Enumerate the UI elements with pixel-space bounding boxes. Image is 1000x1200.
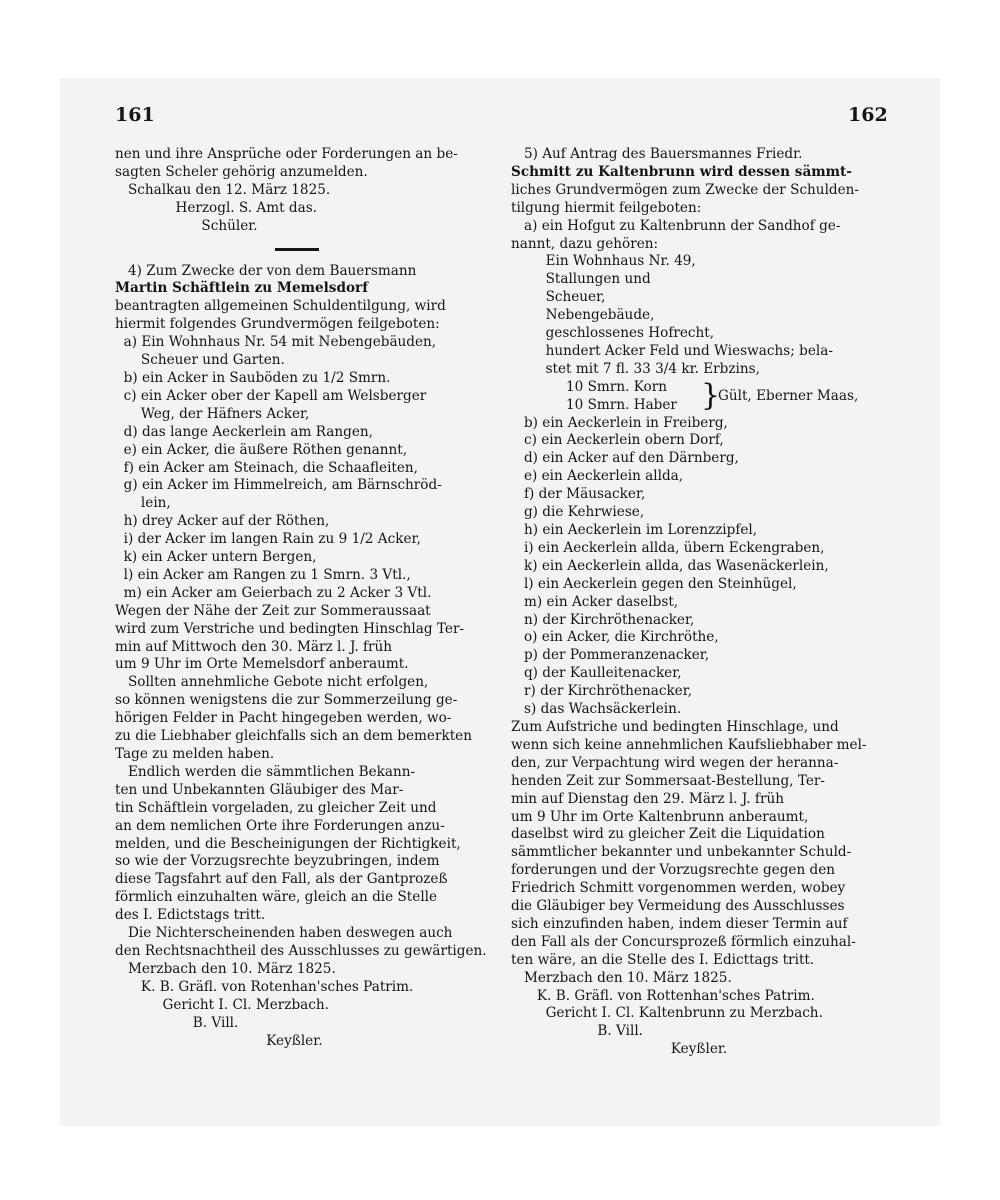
text-line: hörigen Felder in Pacht hingegeben werden, wo- bbox=[115, 710, 452, 727]
list-item: k) ein Aeckerlein allda, das Wasenäckerlein, bbox=[511, 557, 829, 574]
list-item: h) ein Aeckerlein im Lorenzzipfel, bbox=[511, 522, 758, 539]
date-line: Merzbach den 10. März 1825. bbox=[115, 960, 336, 977]
list-item: p) der Pommeranzenacker, bbox=[511, 647, 710, 664]
text-line: um 9 Uhr im Orte Kaltenbrunn anberaumt, bbox=[511, 808, 809, 825]
text-line: Schmitt zu Kaltenbrunn wird dessen sämmt- bbox=[511, 163, 852, 180]
text-line: den, zur Verpachtung wird wegen der heranna- bbox=[511, 754, 839, 771]
text-line: tin Schäftlein vorgeladen, zu gleicher Zeit und bbox=[115, 799, 437, 816]
list-item: e) ein Acker, die äußere Röthen genannt, bbox=[115, 441, 408, 458]
text-line: Martin Schäftlein zu Memelsdorf bbox=[115, 280, 369, 297]
brace-line-korn: 10 Smrn. Korn bbox=[566, 378, 667, 395]
text-line: Friedrich Schmitt vorgenommen werden, wobey bbox=[511, 880, 846, 897]
brace-group bbox=[511, 379, 899, 415]
text-line: Tage zu melden haben. bbox=[115, 746, 275, 762]
text-line: Zum Aufstriche und bedingten Hinschlage, und bbox=[511, 718, 839, 735]
text-line: Herzogl. S. Amt das. bbox=[115, 199, 317, 216]
text-line: 5) Auf Antrag des Bauersmannes Friedr. bbox=[511, 146, 803, 162]
signature-line: B. Vill. bbox=[511, 1023, 643, 1040]
list-item: e) ein Aeckerlein allda, bbox=[511, 468, 684, 485]
list-item: d) ein Acker auf den Därnberg, bbox=[511, 450, 739, 467]
signature-line: Gericht I. Cl. Merzbach. bbox=[115, 996, 329, 1013]
list-item: r) der Kirchröthenacker, bbox=[511, 683, 693, 700]
text-line: beantragten allgemeinen Schuldentilgung, wird bbox=[115, 298, 446, 315]
right-column bbox=[511, 146, 899, 1059]
text-line: den Rechtsnachtheil des Ausschlusses zu gewärtigen. bbox=[115, 942, 487, 959]
list-item: o) ein Acker, die Kirchröthe, bbox=[511, 629, 719, 646]
section-divider bbox=[275, 248, 319, 251]
text-line: nen und ihre Ansprüche oder Forderungen an be- bbox=[115, 146, 458, 162]
text-line: sagten Scheler gehörig anzumelden. bbox=[115, 163, 368, 180]
text-line: sämmtlicher bekannter und unbekannter Schuld- bbox=[511, 844, 852, 861]
signature-line: Keyßler. bbox=[511, 1041, 728, 1058]
list-item: lein, bbox=[115, 495, 171, 512]
list-item: geschlossenes Hofrecht, bbox=[511, 325, 715, 342]
text-line: so wie der Vorzugsrechte beyzubringen, indem bbox=[115, 853, 440, 870]
text-line: wenn sich keine annehmlichen Kaufsliebhaber mel- bbox=[511, 736, 867, 753]
text-line: sich einzufinden haben, indem dieser Termin auf bbox=[511, 915, 848, 932]
text-line: die Gläubiger bey Vermeidung des Ausschlusses bbox=[511, 898, 845, 915]
list-item: h) drey Acker auf der Röthen, bbox=[115, 513, 330, 530]
text-line: den Fall als der Concursprozeß förmlich einzuhal- bbox=[511, 933, 856, 950]
brace-annotation: Gült, Eberner Maas, bbox=[718, 387, 859, 404]
text-line: min auf Mittwoch den 30. März l. J. früh bbox=[115, 638, 393, 655]
list-item: a) ein Hofgut zu Kaltenbrunn der Sandhof ge- bbox=[511, 217, 841, 234]
text-line: Die Nichterscheinenden haben deswegen auch bbox=[115, 925, 453, 942]
signature-line: B. Vill. bbox=[115, 1014, 239, 1031]
signature-line: K. B. Gräfl. von Rotenhan'sches Patrim. bbox=[115, 978, 414, 995]
list-item: c) ein Acker ober der Kapell am Welsberger bbox=[115, 387, 427, 404]
list-item: i) ein Aeckerlein allda, übern Eckengraben, bbox=[511, 539, 825, 556]
text-line: min auf Dienstag den 29. März l. J. früh bbox=[511, 790, 784, 807]
list-item: Ein Wohnhaus Nr. 49, bbox=[511, 253, 696, 270]
list-item: Nebengebäude, bbox=[511, 307, 655, 324]
text-line: tilgung hiermit feilgeboten: bbox=[511, 199, 702, 216]
page-number-left: 161 bbox=[115, 104, 155, 126]
list-item: b) ein Acker in Sauböden zu 1/2 Smrn. bbox=[115, 369, 391, 386]
text-line: Sollten annehmliche Gebote nicht erfolgen, bbox=[115, 674, 429, 691]
text-line: Endlich werden die sämmtlichen Bekann- bbox=[115, 763, 416, 780]
list-item: g) ein Acker im Himmelreich, am Bärnschröd- bbox=[115, 477, 442, 494]
text-line: hiermit folgendes Grundvermögen feilgeboten: bbox=[115, 316, 440, 333]
text-line: Schalkau den 12. März 1825. bbox=[115, 181, 331, 198]
text-line: ten und Unbekannten Gläubiger des Mar- bbox=[115, 781, 404, 798]
right-brace-icon: } bbox=[701, 377, 721, 413]
left-column bbox=[115, 146, 493, 1050]
list-item: b) ein Aeckerlein in Freiberg, bbox=[511, 414, 728, 431]
signature-line: Schüler. bbox=[115, 217, 258, 234]
list-item: Weg, der Häfners Acker, bbox=[115, 405, 310, 422]
list-item: m) ein Acker daselbst, bbox=[511, 593, 679, 610]
list-item: a) Ein Wohnhaus Nr. 54 mit Nebengebäuden, bbox=[115, 334, 437, 351]
text-line: 4) Zum Zwecke der von dem Bauersmann bbox=[115, 262, 417, 279]
text-line: henden Zeit zur Sommersaat-Bestellung, Ter- bbox=[511, 772, 826, 789]
list-item: nannt, dazu gehören: bbox=[511, 235, 659, 252]
page-number-right: 162 bbox=[848, 104, 888, 126]
list-item: k) ein Acker untern Bergen, bbox=[115, 549, 317, 566]
list-item: i) der Acker im langen Rain zu 9 1/2 Acker, bbox=[115, 531, 421, 548]
text-line: melden, und die Bescheinigungen der Richtigkeit, bbox=[115, 835, 461, 852]
signature-line: K. B. Gräfl. von Rottenhan'sches Patrim. bbox=[511, 987, 815, 1004]
list-item: l) ein Acker am Rangen zu 1 Smrn. 3 Vtl., bbox=[115, 566, 411, 583]
list-item: Scheuer und Garten. bbox=[115, 352, 285, 369]
list-item: l) ein Aeckerlein gegen den Steinhügel, bbox=[511, 575, 797, 592]
text-line: Wegen der Nähe der Zeit zur Sommeraussaat bbox=[115, 602, 431, 619]
text-line: daselbst wird zu gleicher Zeit die Liquidation bbox=[511, 826, 825, 843]
text-line: forderungen und der Vorzugsrechte gegen den bbox=[511, 862, 836, 879]
brace-line-haber: 10 Smrn. Haber bbox=[566, 396, 677, 413]
list-item: m) ein Acker am Geierbach zu 2 Acker 3 Vtl. bbox=[115, 584, 432, 601]
text-line: so können wenigstens die zur Sommerzeilung ge- bbox=[115, 692, 458, 709]
signature-line: Keyßler. bbox=[115, 1032, 323, 1049]
text-line: liches Grundvermögen zum Zwecke der Schulden- bbox=[511, 181, 860, 198]
list-item: f) der Mäusacker, bbox=[511, 486, 646, 503]
list-item: Stallungen und bbox=[511, 271, 651, 288]
list-item: c) ein Aeckerlein obern Dorf, bbox=[511, 432, 724, 449]
list-item: g) die Kehrwiese, bbox=[511, 504, 645, 521]
list-item: hundert Acker Feld und Wieswachs; bela- bbox=[511, 342, 833, 359]
text-line: zu die Liebhaber gleichfalls sich an dem bemerkten bbox=[115, 728, 472, 745]
text-line: ten wäre, an die Stelle des I. Edicttags tritt. bbox=[511, 951, 815, 968]
list-item: s) das Wachsäckerlein. bbox=[511, 701, 682, 718]
text-line: um 9 Uhr im Orte Memelsdorf anberaumt. bbox=[115, 656, 409, 673]
text-line: des I. Edictstags tritt. bbox=[115, 907, 266, 924]
list-item: d) das lange Aeckerlein am Rangen, bbox=[115, 423, 373, 440]
signature-line: Gericht I. Cl. Kaltenbrunn zu Merzbach. bbox=[511, 1005, 823, 1022]
date-line: Merzbach den 10. März 1825. bbox=[511, 969, 732, 986]
list-item: f) ein Acker am Steinach, die Schaafleiten, bbox=[115, 459, 418, 476]
text-line: förmlich einzuhalten wäre, gleich an die Stelle bbox=[115, 889, 438, 906]
list-item: q) der Kaulleitenacker, bbox=[511, 665, 682, 682]
text-line: an dem nemlichen Orte ihre Forderungen anzu- bbox=[115, 817, 445, 834]
list-item: stet mit 7 fl. 33 3/4 kr. Erbzins, bbox=[511, 360, 760, 377]
list-item: Scheuer, bbox=[511, 289, 606, 306]
list-item: n) der Kirchröthenacker, bbox=[511, 611, 695, 628]
text-line: wird zum Verstriche und bedingten Hinschlag Ter- bbox=[115, 620, 465, 637]
text-line: diese Tagsfahrt auf den Fall, als der Gantprozeß bbox=[115, 871, 448, 888]
